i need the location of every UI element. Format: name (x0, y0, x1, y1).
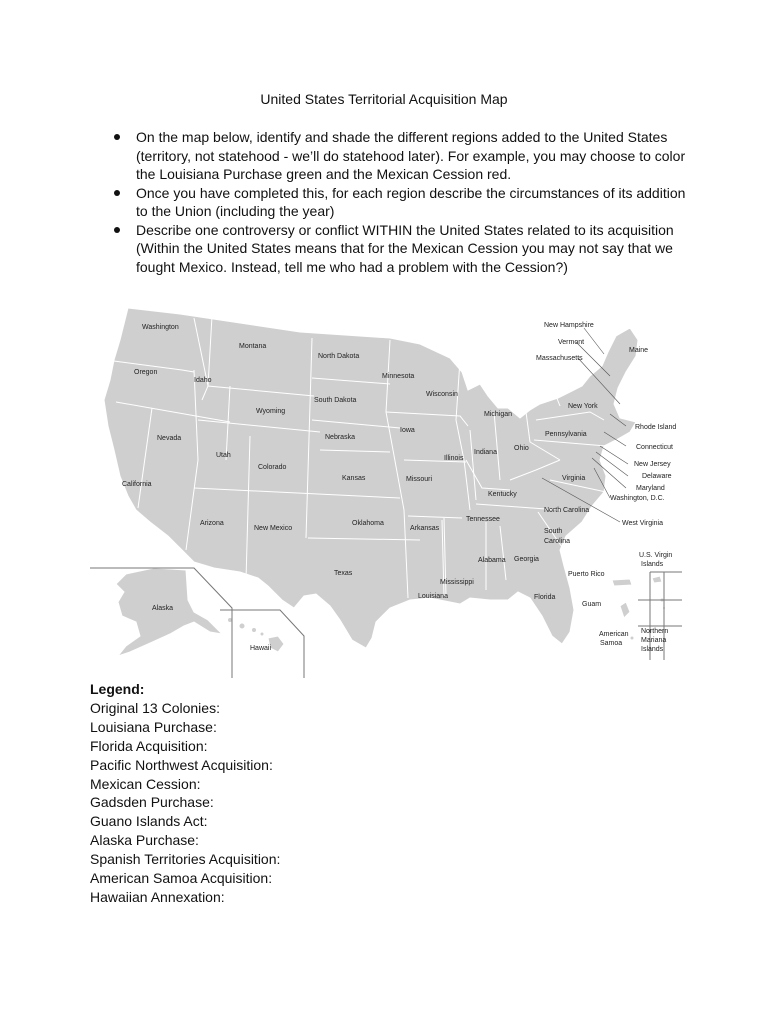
label-nebraska: Nebraska (325, 434, 355, 441)
puerto-rico-shape (612, 579, 632, 586)
label-maine: Maine (629, 347, 649, 354)
label-michigan: Michigan (484, 411, 513, 418)
label-wyoming: Wyoming (256, 408, 286, 415)
label-virginia: Virginia (562, 475, 586, 482)
label-pennsylvania: Pennsylvania (545, 431, 587, 438)
hawaii-island (252, 628, 257, 633)
label-northern-mariana-islands: Mariana (641, 637, 667, 644)
instruction-list (106, 128, 696, 276)
label-wisconsin: Wisconsin (426, 391, 458, 398)
legend-item: Guano Islands Act: (90, 813, 208, 830)
guam-shape (620, 602, 630, 618)
label-american-samoa: Samoa (600, 640, 623, 647)
label-alabama: Alabama (478, 557, 506, 564)
legend-item: Hawaiian Annexation: (90, 888, 225, 905)
us-territory-map (90, 300, 682, 678)
label-kansas: Kansas (342, 475, 366, 482)
label-indiana: Indiana (474, 449, 497, 456)
label-north-carolina: North Carolina (544, 507, 590, 514)
label-iowa: Iowa (400, 427, 415, 434)
label-hawaii: Hawaii (250, 645, 272, 652)
label-georgia: Georgia (514, 556, 539, 563)
label-guam: Guam (582, 601, 602, 608)
label-maryland: Maryland (636, 485, 665, 492)
label-idaho: Idaho (194, 377, 212, 384)
label-northern-mariana-islands: Northern (641, 628, 669, 635)
legend-item: American Samoa Acquisition: (90, 870, 273, 887)
label-kentucky: Kentucky (488, 491, 517, 498)
leader-line (584, 328, 604, 354)
label-arizona: Arizona (200, 520, 224, 527)
hawaii-island (239, 623, 245, 629)
label-nevada: Nevada (157, 435, 182, 442)
label-south-dakota: South Dakota (314, 397, 357, 404)
legend-item: Spanish Territories Acquisition: (90, 851, 281, 868)
label-illinois: Illinois (444, 455, 464, 462)
label-south-carolina: South (544, 528, 563, 535)
label-florida: Florida (534, 594, 556, 601)
label-oklahoma: Oklahoma (352, 520, 384, 527)
page-title: United States Territorial Acquisition Map (260, 91, 508, 107)
legend-title: Legend: (90, 681, 145, 697)
legend-item: Pacific Northwest Acquisition: (90, 756, 273, 773)
label-utah: Utah (216, 452, 231, 459)
label-colorado: Colorado (258, 464, 287, 471)
legend-item: Florida Acquisition: (90, 737, 208, 754)
label-ohio: Ohio (514, 445, 529, 452)
label-northern-mariana-islands: Islands (641, 646, 664, 653)
label-delaware: Delaware (642, 473, 672, 480)
leader-line (600, 446, 628, 464)
label-missouri: Missouri (406, 476, 433, 483)
label-oregon: Oregon (134, 369, 158, 376)
label-california: California (122, 481, 152, 488)
label-north-dakota: North Dakota (318, 353, 360, 360)
usvi-shape (652, 576, 662, 583)
label-arkansas: Arkansas (410, 525, 440, 532)
hawaii-island (260, 632, 264, 636)
label-american-samoa: American (599, 631, 629, 638)
label-alaska: Alaska (152, 605, 174, 612)
legend-item: Original 13 Colonies: (90, 699, 220, 716)
american-samoa-shape (630, 636, 634, 640)
label-washington-dc: Washington, D.C. (610, 495, 665, 502)
instruction-item: On the map below, identify and shade the different regions added to the United States (territory, not statehood - we’ll do statehood later). For example, you may choose to color the Louisiana Purchase green and the Mexican Cession red. (106, 128, 696, 184)
label-new-jersey: New Jersey (634, 461, 671, 468)
label-montana: Montana (239, 343, 267, 350)
label-texas: Texas (334, 570, 353, 577)
label-minnesota: Minnesota (382, 373, 415, 380)
legend-item: Gadsden Purchase: (90, 794, 214, 811)
label-massachusetts: Massachusetts (536, 355, 583, 362)
label-rhode-island: Rhode Island (635, 424, 677, 431)
label-new-hampshire: New Hampshire (544, 322, 594, 329)
legend-item: Mexican Cession: (90, 775, 201, 792)
label-louisiana: Louisiana (418, 593, 448, 600)
legend-item: Louisiana Purchase: (90, 718, 217, 735)
label-mississippi: Mississippi (440, 579, 474, 586)
label-west-virginia: West Virginia (622, 520, 663, 527)
label-us-virgin-islands: U.S. Virgin (639, 552, 673, 559)
label-tennessee: Tennessee (466, 516, 500, 523)
label-washington: Washington (142, 324, 179, 331)
label-new-mexico: New Mexico (254, 525, 293, 532)
label-us-virgin-islands: Islands (641, 561, 664, 568)
legend-item: Alaska Purchase: (90, 832, 199, 849)
instruction-item: Describe one controversy or conflict WITHIN the United States related to its acquisition (Within the United States means that for the Mexican Cession you may not say that we fought Mexico. Instead, tell me who had a problem with the Cession?) (106, 221, 696, 277)
label-new-york: New York (568, 403, 598, 410)
label-connecticut: Connecticut (636, 444, 673, 451)
label-vermont: Vermont (558, 339, 585, 346)
label-south-carolina: Carolina (544, 538, 571, 545)
instruction-item: Once you have completed this, for each region describe the circumstances of its addition to the Union (including the year) (106, 184, 696, 221)
legend (90, 680, 280, 907)
label-puerto-rico: Puerto Rico (568, 571, 605, 578)
